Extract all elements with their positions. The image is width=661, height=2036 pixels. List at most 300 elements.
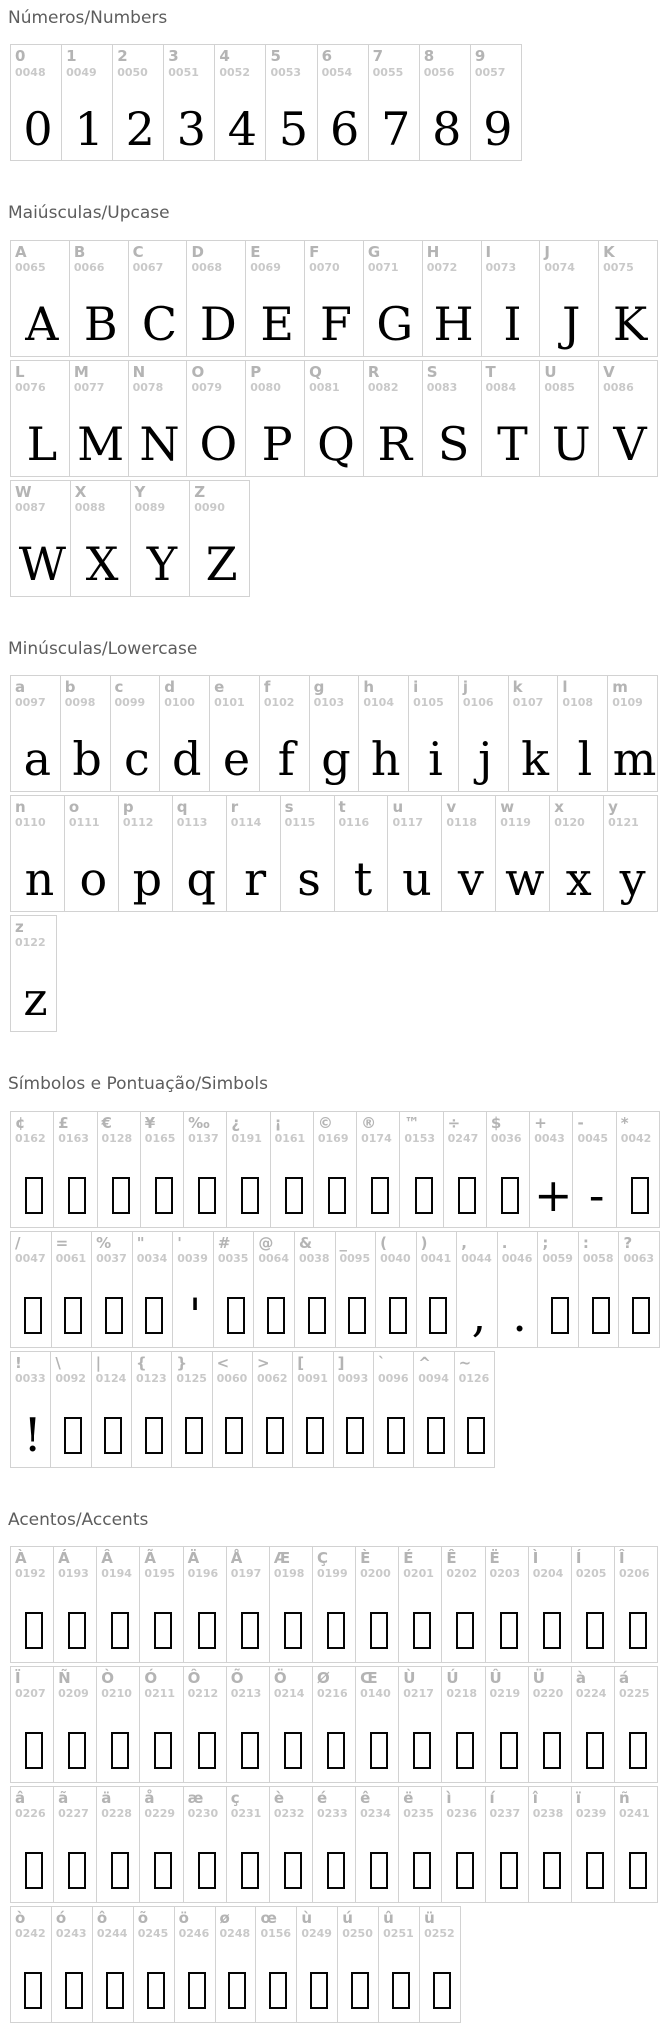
char-cell-0140 [356,1667,399,1782]
missing-glyph-box [25,1177,43,1214]
missing-glyph-box [387,1417,405,1454]
cell-char-label: è [273,1788,285,1807]
cell-char-label: Ò [101,1668,115,1687]
cell-glyph [533,1821,571,1902]
cell-code-label: 0200 [360,1567,391,1581]
char-cell-0239 [572,1787,615,1902]
char-cell-0231 [227,1787,270,1902]
section-symbols [0,1074,661,1467]
missing-glyph-box [631,1177,649,1214]
cell-code-label: 0109 [612,696,643,710]
cell-code-label: 0061 [55,1251,87,1265]
char-cell-0089 [131,481,191,596]
cell-glyph [317,1701,355,1782]
cell-char-label: K [603,242,615,261]
char-cell-0244 [93,1907,134,2022]
cell-code-label: 0113 [176,816,208,830]
cell-code-label: 0074 [544,261,575,275]
char-cell-0243 [52,1907,93,2022]
char-cell-0106 [459,676,509,791]
cell-char-label: ü [424,1908,435,1927]
cell-char-label: W [15,482,32,501]
cell-glyph [15,1821,53,1902]
cell-code-label: 0087 [15,501,46,515]
char-cell-0126 [455,1352,494,1467]
cell-glyph [490,1581,528,1662]
cell-char-label: 2 [117,47,128,66]
cell-code-label: 0236 [446,1807,478,1821]
cell-code-label: 0161 [274,1131,306,1145]
cell-code-label: 0078 [132,381,164,395]
cell-char-label: â [15,1788,26,1807]
section-title-lowercase: Minúsculas/Lowercase [8,638,198,659]
char-cell-0097 [11,676,61,791]
cell-char-label: ‰ [188,1113,210,1132]
char-row [10,480,250,597]
cell-glyph [340,1266,376,1347]
cell-glyph [533,1701,571,1782]
cell-glyph [15,1386,50,1467]
cell-char-label: S [426,362,438,381]
cell-char-label: Ï [15,1668,21,1687]
cell-char-label: [ [297,1353,305,1372]
cell-code-label: 0095 [339,1251,371,1265]
cell-char-label: Á [58,1548,70,1567]
cell-code-label: 0036 [490,1131,522,1145]
cell-char-label: | [95,1353,102,1372]
cell-glyph [58,1581,96,1662]
glyph-character: V [613,417,647,472]
cell-glyph [101,1701,139,1782]
cell-char-label: © [317,1113,333,1132]
cell-glyph [338,1386,373,1467]
cell-glyph [623,1266,659,1347]
cell-code-label: 0242 [15,1927,46,1941]
char-cell-0201 [399,1547,442,1662]
cell-glyph [74,395,128,476]
char-cell-0252 [420,1907,460,2022]
char-cell-0165 [141,1112,184,1227]
cell-code-label: 0128 [101,1131,133,1145]
cell-glyph [188,1146,226,1227]
cell-code-label: 0174 [361,1131,392,1145]
cell-glyph [101,1581,139,1662]
cell-code-label: 0041 [420,1251,452,1265]
cell-code-label: 0230 [187,1807,219,1821]
cell-code-label: 0169 [317,1131,349,1145]
cell-glyph [491,1146,529,1227]
missing-glyph-box [185,1417,203,1454]
cell-char-label: ñ [618,1788,630,1807]
cell-code-label: 0072 [426,261,458,275]
char-cell-0084 [482,361,541,476]
cell-char-label: s [284,798,294,817]
char-cell-0125 [172,1352,212,1467]
char-cell-0193 [54,1547,97,1662]
cell-char-label: û [383,1908,394,1927]
cell-glyph [368,275,422,356]
missing-glyph-box [227,1297,245,1334]
char-cell-0199 [313,1547,356,1662]
cell-char-label: ó [55,1908,67,1927]
cell-char-label: R [367,362,380,381]
missing-glyph-box [427,1417,445,1454]
cell-code-label: 0108 [562,696,594,710]
cell-glyph [612,710,657,791]
char-cell-0063 [619,1232,659,1347]
missing-glyph-box [543,1732,561,1769]
missing-glyph-box [346,1417,364,1454]
cell-code-label: 0045 [577,1131,609,1145]
cell-code-label: 0220 [532,1687,564,1701]
cell-glyph [231,1146,269,1227]
cell-glyph [133,275,187,356]
cell-code-label: 0202 [446,1567,478,1581]
missing-glyph-box [629,1732,647,1769]
char-row [10,1906,461,2023]
char-cell-0213 [227,1667,270,1782]
cell-glyph [274,1821,312,1902]
missing-glyph-box [632,1297,650,1334]
missing-glyph-box [467,1417,485,1454]
cell-char-label: Ø [316,1668,330,1687]
char-cell-0114 [227,796,281,911]
missing-glyph-box [371,1177,389,1214]
cell-glyph [544,395,598,476]
cell-char-label: Â [101,1548,113,1567]
char-row [10,1786,658,1903]
cell-code-label: 0037 [96,1251,127,1265]
cell-char-label: ò [15,1908,26,1927]
cell-code-label: 0050 [117,65,148,79]
cell-char-label: @ [258,1233,274,1252]
cell-code-label: 0101 [214,696,245,710]
cell-glyph [58,1146,96,1227]
cell-code-label: 0218 [446,1687,478,1701]
character-map [0,8,661,2036]
cell-char-label: $ [490,1113,502,1132]
char-cell-0202 [442,1547,485,1662]
cell-char-label: ! [15,1353,22,1372]
cell-glyph [309,275,363,356]
cell-glyph [75,515,130,596]
cell-code-label: 0100 [164,696,195,710]
missing-glyph-box [429,1297,447,1334]
missing-glyph-box [269,1972,287,2009]
missing-glyph-box [500,1732,518,1769]
glyph-character: X [85,537,119,592]
cell-glyph [380,1266,416,1347]
char-cell-0235 [399,1787,442,1902]
cell-code-label: 0116 [338,816,370,830]
glyph-character: b [72,732,102,787]
cell-code-label: 0224 [575,1687,607,1701]
glyph-character: 4 [227,101,258,156]
char-cell-0042 [617,1112,659,1227]
missing-glyph-box [25,1732,43,1769]
missing-glyph-box [348,1297,366,1334]
cell-code-label: 0210 [101,1687,132,1701]
cell-code-label: 0212 [187,1687,219,1701]
cell-char-label: Å [230,1548,243,1567]
cell-char-label: 3 [168,47,179,66]
missing-glyph-box [328,1177,346,1214]
cell-char-label: r [230,798,239,817]
cell-char-label: ¡ [274,1113,282,1132]
char-cell-0219 [486,1667,529,1782]
char-row [10,1231,660,1348]
cell-glyph [404,1146,442,1227]
missing-glyph-box [241,1177,259,1214]
char-cell-0228 [97,1787,140,1902]
glyph-character: 1 [74,101,104,156]
char-cell-0116 [335,796,389,911]
cell-code-label: 0137 [188,1131,219,1145]
cell-char-label: 5 [270,47,281,66]
cell-code-label: 0090 [194,501,225,515]
cell-glyph [260,1941,296,2022]
cell-char-label: ] [337,1353,345,1372]
cell-code-label: 0065 [15,261,46,275]
char-cell-0216 [313,1667,356,1782]
cell-char-label: ú [342,1908,353,1927]
cell-code-label: 0079 [191,381,223,395]
cell-glyph [56,1941,92,2022]
glyph-character: G [376,297,414,352]
cell-code-label: 0228 [101,1807,132,1821]
missing-glyph-box [389,1297,407,1334]
cell-code-label: 0244 [96,1927,128,1941]
glyph-character: s [297,852,321,907]
char-cell-0047 [11,1232,52,1347]
glyph-character: L [26,417,58,472]
cell-glyph [378,1386,413,1467]
char-cell-0137 [184,1112,227,1227]
missing-glyph-box [433,1972,451,2009]
cell-code-label: 0239 [575,1807,607,1821]
char-cell-0120 [550,796,604,911]
cell-char-label: i [413,678,419,697]
cell-glyph [214,710,259,791]
cell-code-label: 0047 [15,1251,46,1265]
cell-glyph [317,1821,355,1902]
char-cell-0076 [11,361,70,476]
cell-char-label: ì [446,1788,452,1807]
cell-code-label: 0214 [273,1687,305,1701]
char-cell-0153 [400,1112,443,1227]
cell-glyph [275,1146,313,1227]
glyph-character: t [353,852,373,907]
cell-glyph [179,1941,215,2022]
missing-glyph-box [198,1732,216,1769]
cell-glyph [413,710,458,791]
cell-char-label: Y [134,482,146,501]
cell-char-label: E [250,242,261,261]
char-cell-0209 [54,1667,97,1782]
cell-glyph [619,1581,657,1662]
cell-char-label: l [562,678,568,697]
glyph-character: E [260,297,294,352]
cell-code-label: 0039 [177,1251,208,1265]
cell-char-label: È [360,1548,371,1567]
cell-glyph [144,1701,182,1782]
cell-glyph [424,1941,460,2022]
char-cell-0107 [509,676,559,791]
char-cell-0204 [529,1547,572,1662]
char-cell-0083 [423,361,482,476]
glyph-character: q [186,852,216,907]
cell-glyph [55,1386,90,1467]
char-cell-0039 [173,1232,214,1347]
cell-code-label: 0048 [15,65,46,79]
cell-glyph [446,1581,484,1662]
cell-char-label: é [316,1788,328,1807]
char-cell-0251 [379,1907,420,2022]
missing-glyph-box [284,1852,302,1889]
cell-code-label: 0071 [367,261,399,275]
cell-code-label: 0249 [301,1927,332,1941]
char-cell-0036 [487,1112,530,1227]
missing-glyph-box [284,1732,302,1769]
cell-char-label: 4 [219,47,230,66]
cell-char-label: I [485,242,492,261]
cell-char-label: # [217,1233,231,1252]
cell-char-label: ) [420,1233,428,1252]
cell-code-label: 0243 [55,1927,87,1941]
cell-code-label: 0211 [144,1687,176,1701]
cell-glyph [403,1821,441,1902]
cell-char-label: à [575,1668,586,1687]
cell-glyph [117,79,163,160]
cell-char-label: ù [301,1908,313,1927]
cell-code-label: 0125 [176,1371,207,1385]
char-cell-0048 [11,45,62,160]
cell-glyph [217,1386,252,1467]
cell-code-label: 0227 [58,1807,89,1821]
cell-code-label: 0063 [623,1251,655,1265]
cell-code-label: 0234 [360,1807,391,1821]
cell-code-label: 0067 [132,261,164,275]
cell-code-label: 0076 [15,381,46,395]
char-cell-0073 [482,241,541,356]
char-cell-0247 [444,1112,487,1227]
cell-code-label: 0126 [458,1371,490,1385]
cell-char-label: P [250,362,262,381]
cell-code-label: 0055 [372,65,404,79]
glyph-character: u [402,852,432,907]
missing-glyph-box [392,1972,410,2009]
cell-code-label: 0252 [424,1927,455,1941]
char-cell-0055 [369,45,420,160]
cell-code-label: 0117 [392,816,424,830]
cell-code-label: 0094 [418,1371,449,1385]
char-cell-0045 [573,1112,616,1227]
cell-code-label: 0052 [219,65,250,79]
cell-char-label: ? [623,1233,633,1252]
char-cell-0105 [409,676,459,791]
missing-glyph-box [241,1852,259,1889]
cell-glyph [270,79,316,160]
glyph-character: 8 [432,101,462,156]
missing-glyph-box [68,1177,86,1214]
missing-glyph-box [456,1732,474,1769]
cell-char-label: N [132,362,146,381]
cell-glyph [15,950,56,1031]
char-cell-0066 [70,241,129,356]
glyph-character: p [132,852,163,907]
cell-char-label: ï [575,1788,581,1807]
char-row [10,360,658,477]
glyph-character: d [171,732,202,787]
cell-glyph [446,1701,484,1782]
cell-glyph [424,79,470,160]
cell-char-label: 0 [15,47,26,66]
cell-glyph [619,1821,657,1902]
cell-char-label: , [461,1233,467,1252]
cell-code-label: 0106 [462,696,494,710]
char-cell-0075 [599,241,657,356]
cell-glyph [583,1266,619,1347]
char-cell-0191 [227,1112,270,1227]
missing-glyph-box [413,1732,431,1769]
cell-char-label: a [15,678,26,697]
char-cell-0200 [356,1547,399,1662]
missing-glyph-box [551,1297,569,1334]
cell-char-label: - [577,1113,584,1132]
cell-char-label: 7 [372,47,384,66]
cell-code-label: 0231 [230,1807,262,1821]
cell-glyph [65,710,110,791]
missing-glyph-box [285,1177,303,1214]
char-cell-0156 [256,1907,297,2022]
missing-glyph-box [370,1612,388,1649]
cell-char-label: w [500,798,515,817]
cell-code-label: 0217 [403,1687,434,1701]
cell-char-label: Ç [316,1548,328,1567]
cell-glyph [360,1581,398,1662]
cell-char-label: A [15,242,27,261]
char-cell-0245 [134,1907,175,2022]
cell-code-label: 0206 [618,1567,650,1581]
cell-code-label: 0209 [58,1687,89,1701]
cell-glyph [250,275,304,356]
missing-glyph-box [308,1297,326,1334]
char-cell-0062 [253,1352,293,1467]
cell-char-label: Ó [144,1668,158,1687]
missing-glyph-box [456,1612,474,1649]
cell-glyph [317,1581,355,1662]
missing-glyph-box [225,1417,243,1454]
char-row [10,1351,495,1468]
cell-code-label: 0140 [360,1687,391,1701]
glyph-character: v [457,852,484,907]
missing-glyph-box [241,1732,259,1769]
cell-char-label: Ñ [58,1668,71,1687]
glyph-character: 6 [329,101,360,156]
glyph-character: 2 [125,101,155,156]
missing-glyph-box [413,1852,431,1889]
glyph-character: T [497,417,528,472]
cell-glyph [176,1386,211,1467]
cell-glyph [231,1821,269,1902]
cell-char-label: T [485,362,496,381]
char-cell-0079 [187,361,246,476]
cell-glyph [188,1701,226,1782]
cell-glyph [15,79,61,160]
cell-glyph [15,1146,53,1227]
missing-glyph-box [351,1972,369,2009]
cell-code-label: 0245 [137,1927,169,1941]
